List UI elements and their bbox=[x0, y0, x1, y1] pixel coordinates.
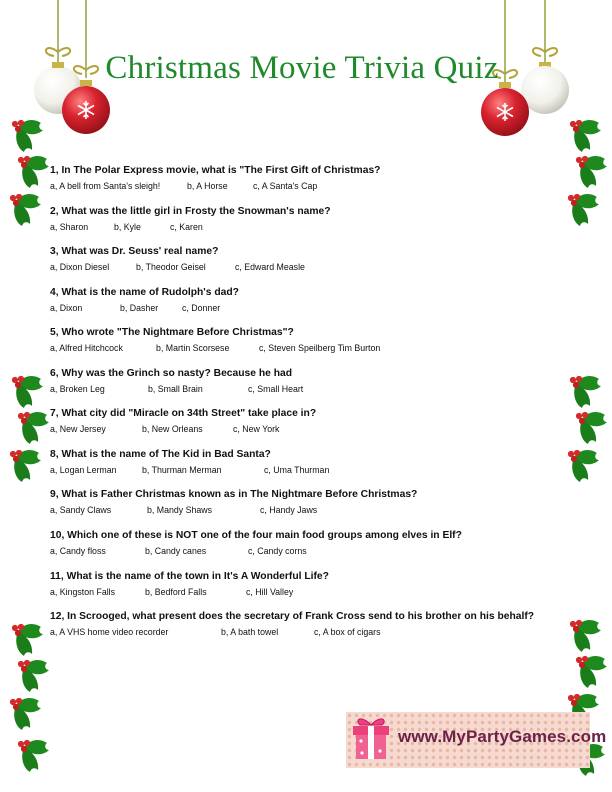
option-c: c, Edward Measle bbox=[235, 262, 305, 272]
holly-icon bbox=[568, 120, 607, 226]
option-b: b, Mandy Shaws bbox=[147, 505, 213, 515]
option-c: c, Handy Jaws bbox=[260, 505, 318, 515]
question-3: 3, What was Dr. Seuss' real name? bbox=[50, 246, 219, 257]
question-12: 12, In Scrooged, what present does the secretary of Frank Cross send to his brother on his behalf? bbox=[50, 611, 535, 622]
question-7: 7, What city did "Miracle on 34th Street" take place in? bbox=[50, 408, 317, 419]
option-b: b, Dasher bbox=[120, 303, 159, 313]
holly-icon bbox=[568, 376, 607, 482]
option-a: a, Sandy Claws bbox=[50, 505, 112, 515]
question-8: 8, What is the name of The Kid in Bad Santa? bbox=[50, 449, 271, 460]
option-a: a, Sharon bbox=[50, 222, 89, 232]
option-a: a, Broken Leg bbox=[50, 384, 105, 394]
option-b: b, New Orleans bbox=[142, 424, 203, 434]
option-b: b, Small Brain bbox=[148, 384, 203, 394]
answer-options-7 bbox=[50, 424, 570, 436]
option-c: c, New York bbox=[233, 424, 280, 434]
holly-icon bbox=[10, 120, 49, 226]
question-2: 2, What was the little girl in Frosty the Snowman's name? bbox=[50, 206, 331, 217]
option-b: b, Candy canes bbox=[145, 546, 207, 556]
option-c: c, Small Heart bbox=[248, 384, 304, 394]
answer-options-1 bbox=[50, 181, 570, 193]
option-c: c, Steven Speilberg Tim Burton bbox=[259, 343, 381, 353]
question-1: 1, In The Polar Express movie, what is "The First Gift of Christmas? bbox=[50, 165, 381, 176]
gift-icon bbox=[348, 713, 394, 763]
option-a: a, New Jersey bbox=[50, 424, 106, 434]
option-c: c, Donner bbox=[182, 303, 221, 313]
answer-options-4 bbox=[50, 303, 570, 315]
page-title: Christmas Movie Trivia Quiz bbox=[105, 50, 499, 86]
option-c: c, Uma Thurman bbox=[264, 465, 330, 475]
question-4: 4, What is the name of Rudolph's dad? bbox=[50, 287, 239, 298]
option-c: c, Candy corns bbox=[248, 546, 307, 556]
option-a: a, A VHS home video recorder bbox=[50, 627, 169, 637]
question-6: 6, Why was the Grinch so nasty? Because he had bbox=[50, 368, 293, 379]
answer-options-12 bbox=[50, 627, 570, 639]
website-link[interactable]: www.MyPartyGames.com bbox=[398, 727, 607, 746]
option-a: a, Alfred Hitchcock bbox=[50, 343, 123, 353]
answer-options-3 bbox=[50, 262, 570, 274]
option-b: b, A Horse bbox=[187, 181, 228, 191]
holly-icon bbox=[10, 624, 49, 730]
answer-options-9 bbox=[50, 505, 570, 517]
question-5: 5, Who wrote "The Nightmare Before Christmas"? bbox=[50, 327, 294, 338]
option-c: c, Hill Valley bbox=[246, 587, 294, 597]
option-a: a, Dixon Diesel bbox=[50, 262, 110, 272]
option-a: a, Dixon bbox=[50, 303, 83, 313]
answer-options-10 bbox=[50, 546, 570, 558]
holly-icon bbox=[10, 376, 49, 482]
holly-icon bbox=[18, 740, 49, 772]
answer-options-8 bbox=[50, 465, 570, 477]
question-9: 9, What is Father Christmas known as in The Nightmare Before Christmas? bbox=[50, 489, 418, 500]
option-c: c, Karen bbox=[170, 222, 203, 232]
answer-options-11 bbox=[50, 587, 570, 599]
option-b: b, Theodor Geisel bbox=[136, 262, 206, 272]
holly-icon bbox=[568, 620, 607, 726]
question-10: 10, Which one of these is NOT one of the four main food groups among elves in Elf? bbox=[50, 530, 462, 541]
answer-options-6 bbox=[50, 384, 570, 396]
option-a: a, Logan Lerman bbox=[50, 465, 117, 475]
option-b: b, Bedford Falls bbox=[145, 587, 207, 597]
answer-options-5 bbox=[50, 343, 570, 355]
answer-options-2 bbox=[50, 222, 570, 234]
question-11: 11, What is the name of the town in It's A Wonderful Life? bbox=[50, 571, 329, 582]
option-c: c, A box of cigars bbox=[314, 627, 381, 637]
option-b: b, Thurman Merman bbox=[142, 465, 222, 475]
option-c: c, A Santa's Cap bbox=[253, 181, 318, 191]
option-a: a, Kingston Falls bbox=[50, 587, 116, 597]
option-b: b, A bath towel bbox=[221, 627, 279, 637]
option-a: a, A bell from Santa's sleigh! bbox=[50, 181, 161, 191]
option-b: b, Kyle bbox=[114, 222, 141, 232]
option-b: b, Martin Scorsese bbox=[156, 343, 230, 353]
option-a: a, Candy floss bbox=[50, 546, 106, 556]
